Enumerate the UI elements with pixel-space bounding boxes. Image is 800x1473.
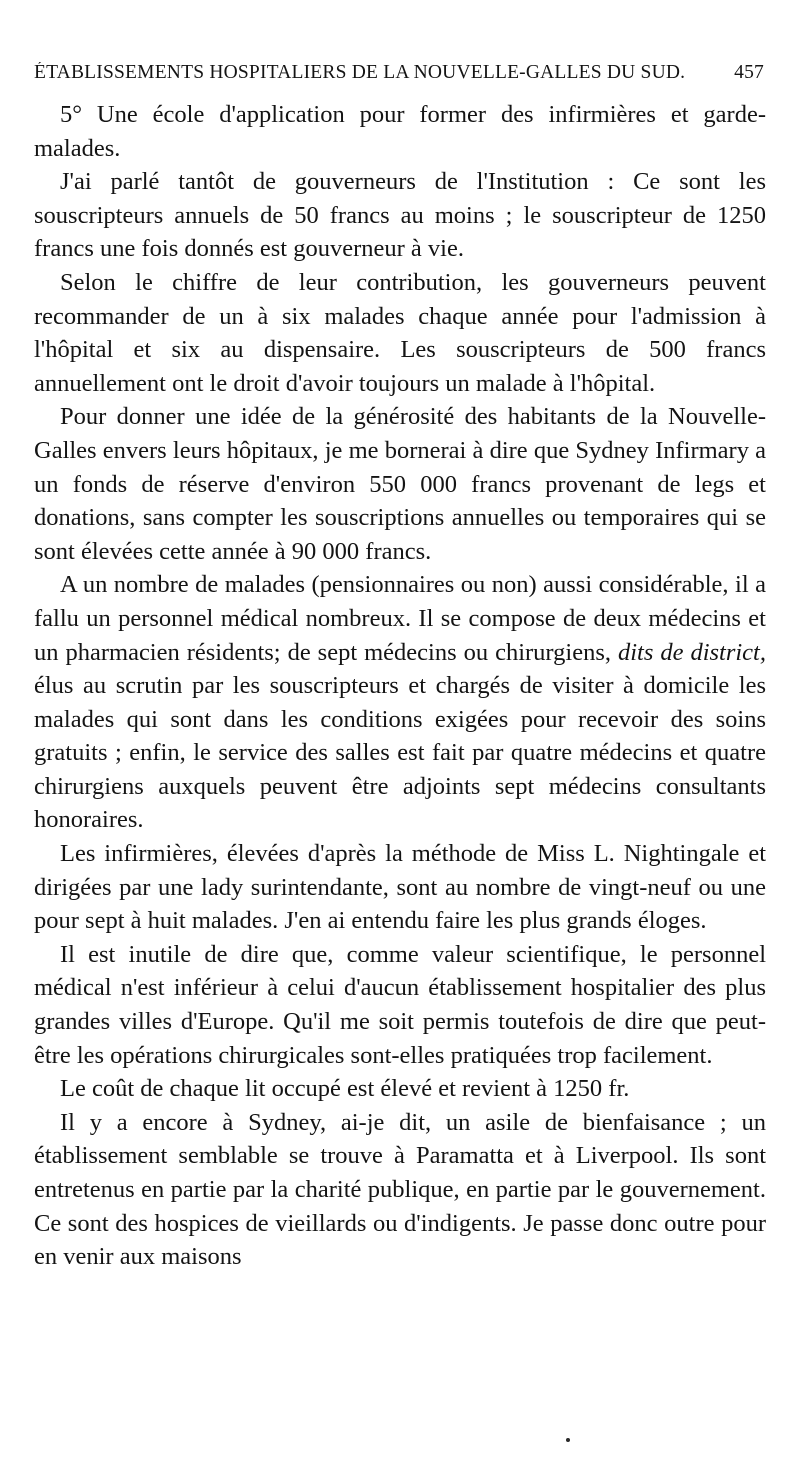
paragraph-medical-staff (34, 568, 766, 837)
italic-district-phrase: dits de district, (617, 638, 766, 666)
page-number: 457 (734, 62, 764, 83)
paragraph-nursing-school: 5° Une école d'application pour former des infirmières et garde-malades. (34, 101, 766, 162)
ink-dot (566, 1438, 570, 1442)
running-head (34, 62, 764, 92)
paragraph-charitable-asylum: Il y a encore à Sydney, ai-je dit, un asile de bienfaisance ; un établissement semblable se trouve à Paramatta et à Liverpool. Ils sont entretenus en partie par la charité publique, en partie par le gouvernement. Ce sont des hospices de vieillards ou d'indigents. Je passe donc outre pour en venir aux maisons (34, 1108, 766, 1271)
body-text (34, 98, 766, 1274)
paragraph-governors: J'ai parlé tantôt de gouverneurs de l'Institution : Ce sont les souscripteurs annuels de 50 francs au moins ; le souscripteur de 1250 francs une fois donnés est gouverneur à vie. (34, 168, 766, 263)
medical-staff-text-before: A un nombre de malades (pensionnaires ou non) aussi considérable, il a fallu un personnel médical nombreux. Il se compose de deux médecins et un pharmacien résidents; de sept médecins ou chirurgiens, (34, 571, 766, 666)
running-title: ÉTABLISSEMENTS HOSPITALIERS DE LA NOUVELLE-GALLES DU SUD. (34, 62, 686, 83)
paragraph-nurses: Les infirmières, élevées d'après la méthode de Miss L. Nightingale et dirigées par une lady surintendante, sont au nombre de vingt-neuf ou une pour sept à huit malades. J'en ai entendu faire les plus grands éloges. (34, 840, 766, 935)
paragraph-bed-cost: Le coût de chaque lit occupé est élevé et revient à 1250 fr. (60, 1075, 630, 1103)
medical-staff-text-after: élus au scrutin par les souscripteurs et chargés de visiter à domicile les malades qui sont dans les conditions exigées pour recevoir des soins gratuits ; enfin, le service des salles est fait par quatre médecins et quatre chirurgiens auxquels peuvent être adjoints sept médecins consultants honoraires. (34, 672, 766, 834)
paragraph-generosity: Pour donner une idée de la générosité des habitants de la Nouvelle-Galles envers leurs hôpitaux, je me bornerai à dire que Sydney Infirmary a un fonds de réserve d'environ 550 000 francs provenant de legs et donations, sans compter les souscriptions annuelles ou temporaires qui se sont élevées cette année à 90 000 francs. (34, 403, 766, 565)
paragraph-contribution: Selon le chiffre de leur contribution, les gouverneurs peuvent recommander de un à six malades chaque année pour l'admission à l'hôpital et six au dispensaire. Les souscripteurs de 500 francs annuellement ont le droit d'avoir toujours un malade à l'hôpital. (34, 268, 766, 397)
paragraph-scientific-value: Il est inutile de dire que, comme valeur scientifique, le personnel médical n'est inférieur à celui d'aucun établissement hospitalier des plus grandes villes d'Europe. Qu'il me soit permis toutefois de dire que peut-être les opérations chirurgicales sont-elles pratiquées trop facilement. (34, 940, 766, 1069)
